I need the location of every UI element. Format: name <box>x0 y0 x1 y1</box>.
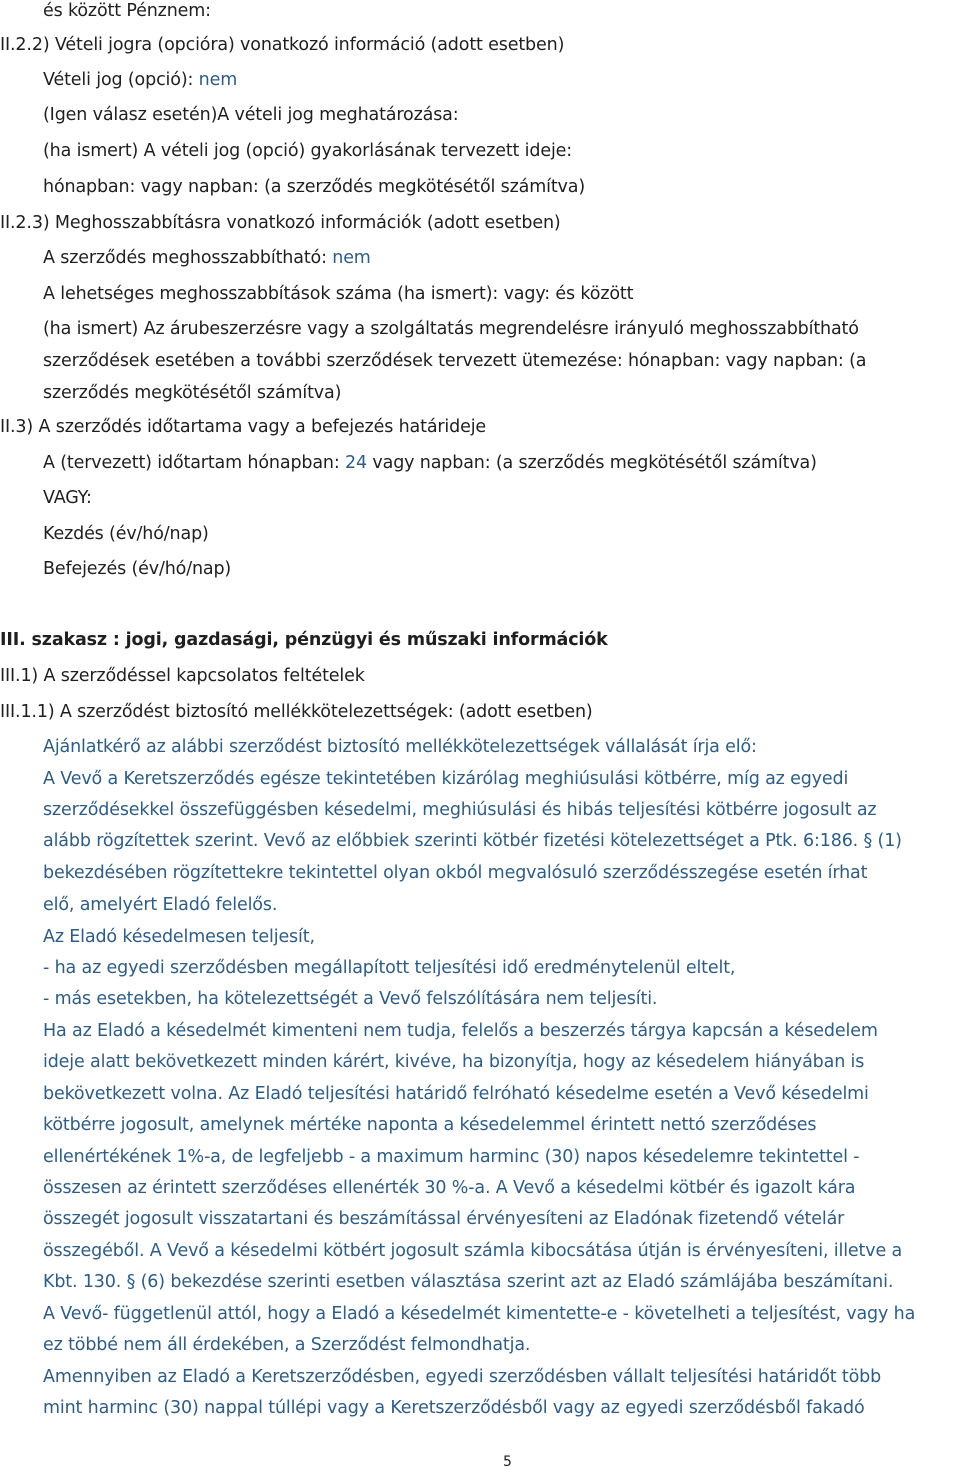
line-option-time: (ha ismert) A vételi jog (opció) gyakorlásának tervezett ideje: <box>43 141 573 161</box>
duration-value: 24 <box>345 453 367 473</box>
line-or: VAGY: <box>43 488 92 508</box>
paragraph-line: bekezdésében rögzítettekre tekintettel olyan okból megvalósuló szerződésszegése esetén írhat <box>43 863 868 883</box>
line-option <box>43 69 237 91</box>
section-iii-1-1-heading: III.1.1) A szerződést biztosító mellékkötelezettségek: (adott esetben) <box>0 702 593 722</box>
extension-value: nem <box>332 248 371 268</box>
paragraph-line: Az Eladó késedelmesen teljesít, <box>43 927 315 947</box>
line-extension <box>43 247 371 269</box>
paragraph-line: A Vevő a Keretszerződés egésze tekintetében kizárólag meghiúsulási kötbérre, míg az egyedi <box>43 769 849 789</box>
paragraph-line: - ha az egyedi szerződésben megállapított teljesítési idő eredménytelenül eltelt, <box>43 958 736 978</box>
paragraph-line: Ajánlatkérő az alábbi szerződést biztosító mellékkötelezettségek vállalását írja elő: <box>43 737 757 757</box>
section-iii-1-heading: III.1) A szerződéssel kapcsolatos feltételek <box>0 666 365 686</box>
section-ii-2-2-heading: II.2.2) Vételi jogra (opcióra) vonatkozó információ (adott esetben) <box>0 35 565 55</box>
line-extension-text-1: (ha ismert) Az árubeszerzésre vagy a szolgáltatás megrendelésre irányuló meghosszabbítható <box>43 319 859 339</box>
paragraph-line: összesen az érintett szerződéses ellenérték 30 %-a. A Vevő a késedelmi kötbér és igazolt kára <box>43 1178 856 1198</box>
option-value: nem <box>198 70 238 90</box>
paragraph-line: Ha az Eladó a késedelmét kimenteni nem tudja, felelős a beszerzés tárgya kapcsán a késedelem <box>43 1021 878 1041</box>
paragraph-line: - más esetekben, ha kötelezettségét a Vevő felszólítására nem teljesíti. <box>43 989 658 1009</box>
line-end: Befejezés (év/hó/nap) <box>43 559 232 579</box>
paragraph-line: elő, amelyért Eladó felelős. <box>43 895 278 915</box>
line-extension-text-2: szerződések esetében a további szerződések tervezett ütemezése: hónapban: vagy napban: (a <box>43 351 867 371</box>
paragraph-line: mint harminc (30) nappal túllépi vagy a Keretszerződésből vagy az egyedi szerződésből fakadó <box>43 1398 865 1418</box>
paragraph-line: alább rögzítettek szerint. Vevő az előbbiek szerinti kötbér fizetési kötelezettséget a Ptk. 6:186. § (1) <box>43 831 902 851</box>
paragraph-line: kötbérre jogosult, amelynek mértéke naponta a késedelemmel érintett nettó szerződéses <box>43 1115 817 1135</box>
section-ii-2-3-heading: II.2.3) Meghosszabbításra vonatkozó információk (adott esetben) <box>0 213 561 233</box>
paragraph-line: ez többé nem áll érdekében, a Szerződést felmondhatja. <box>43 1335 531 1355</box>
paragraph-line: összegéből. A Vevő a késedelmi kötbért jogosult számla kibocsátása útján is érvényesíteni, illetve a <box>43 1241 903 1261</box>
paragraph-line: ellenértékének 1%-a, de legfeljebb - a maximum harminc (30) napos késedelemre tekintettel - <box>43 1147 860 1167</box>
line-start: Kezdés (év/hó/nap) <box>43 524 209 544</box>
paragraph-line: Amennyiben az Eladó a Keretszerződésben, egyedi szerződésben vállalt teljesítési határidőt több <box>43 1367 882 1387</box>
line-currency: és között Pénznem: <box>43 1 211 21</box>
paragraph-line: összegét jogosult visszatartani és beszámítással érvényesíteni az Eladónak fizetendő vételár <box>43 1209 845 1229</box>
paragraph-line: Kbt. 130. § (6) bekezdése szerinti esetben választása szerint azt az Eladó számlájába beszámítani. <box>43 1272 894 1292</box>
duration-label: A (tervezett) időtartam hónapban: <box>43 453 346 473</box>
paragraph-line: ideje alatt bekövetkezett minden kárért, kivéve, ha bizonyítja, hogy az késedelem hiányában is <box>43 1052 865 1072</box>
line-option-definition: (Igen válasz esetén)A vételi jog meghatározása: <box>43 105 459 125</box>
page-number: 5 <box>503 1454 512 1470</box>
section-iii-heading: III. szakasz : jogi, gazdasági, pénzügyi és műszaki információk <box>0 630 608 650</box>
line-extension-text-3: szerződés megkötésétől számítva) <box>43 383 342 403</box>
paragraph-line: szerződésekkel összefüggésben késedelmi, meghiúsulási és hibás teljesítési kötbérre jogosult az <box>43 800 877 820</box>
line-extension-count: A lehetséges meghosszabbítások száma (ha ismert): vagy: és között <box>43 284 634 304</box>
extension-label: A szerződés meghosszabbítható: <box>43 248 333 268</box>
option-label: Vételi jog (opció): <box>43 70 199 90</box>
line-option-months: hónapban: vagy napban: (a szerződés megkötésétől számítva) <box>43 177 585 197</box>
section-ii-3-heading: II.3) A szerződés időtartama vagy a befejezés határideje <box>0 417 487 437</box>
paragraph-line: bekövetkezett volna. Az Eladó teljesítési határidő felróható késedelme esetén a Vevő késedelmi <box>43 1084 869 1104</box>
line-duration <box>43 452 817 474</box>
paragraph-line: A Vevő- függetlenül attól, hogy a Eladó a késedelmét kimentette-e - követelheti a teljesítést, vagy ha <box>43 1304 916 1324</box>
duration-rest: vagy napban: (a szerződés megkötésétől számítva) <box>367 453 817 473</box>
